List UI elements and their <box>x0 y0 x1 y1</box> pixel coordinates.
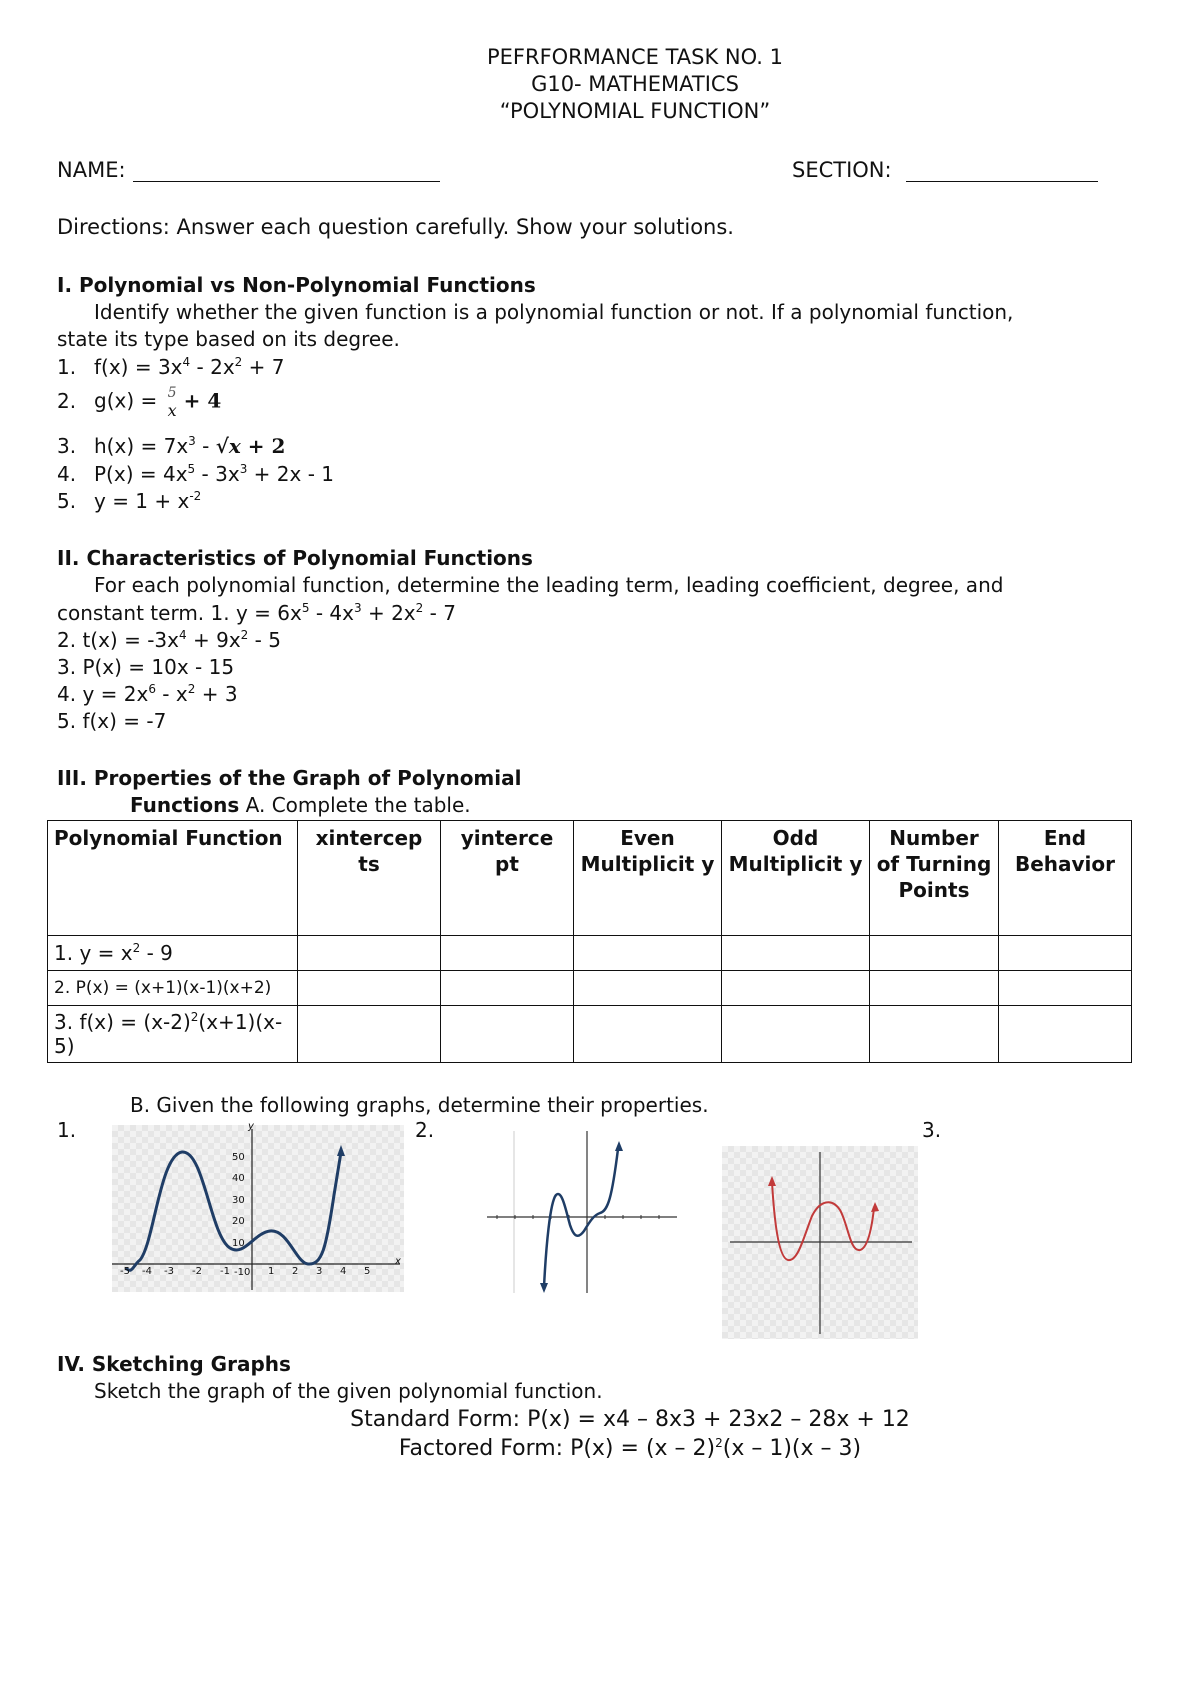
table-cell: 3. $f(x) = (x-2)^2(x+1)(x-5)$ <box>48 1006 298 1063</box>
x-tick: -3 <box>164 1266 174 1277</box>
table-cell[interactable] <box>999 936 1132 971</box>
part2-item: 4. $y = 2x^6 - x^2 + 3$ <box>57 682 238 706</box>
directions: Directions: Answer each question carefully. Show your solutions. <box>57 215 734 239</box>
doc-title: PEFRFORMANCE TASK NO. 1 <box>486 45 784 69</box>
graph-2 <box>482 1127 682 1297</box>
x-tick: 3 <box>316 1266 323 1277</box>
graph-3 <box>722 1146 918 1339</box>
factored-form: Factored Form: P(x) = (x – 2)$^2$(x – 1)(x – 3) <box>398 1436 862 1461</box>
part2-instruction-1: For each polynomial function, determine the leading term, leading coefficient, degree, and <box>94 573 1004 597</box>
x-tick: 5 <box>364 1266 371 1277</box>
part1-instruction-2: state its type based on its degree. <box>57 327 400 351</box>
fraction: 5 x <box>167 385 177 420</box>
graph-1-x-label: x <box>395 1256 401 1267</box>
table-cell[interactable] <box>999 1006 1132 1063</box>
y-tick: -10 <box>234 1267 251 1278</box>
x-tick: 2 <box>292 1266 299 1277</box>
graph-label-3: 3. <box>922 1118 942 1142</box>
table-cell[interactable] <box>441 971 574 1006</box>
table-cell[interactable] <box>999 971 1132 1006</box>
x-tick: -5 <box>120 1266 130 1277</box>
y-tick: 40 <box>232 1173 245 1184</box>
sqrt-symbol: √x <box>215 434 241 458</box>
table-row <box>48 1006 1132 1063</box>
table-header: yinterce pt <box>441 821 574 936</box>
doc-subject: G10- MATHEMATICS <box>531 72 739 96</box>
table-cell[interactable] <box>722 1006 870 1063</box>
arrow-head <box>540 1283 548 1293</box>
y-tick: 10 <box>232 1238 245 1249</box>
part4-instruction: Sketch the graph of the given polynomial function. <box>94 1379 603 1403</box>
table-cell: 2. P(x) = (x+1)(x-1)(x+2) <box>48 971 298 1006</box>
table-header: xintercep ts <box>298 821 441 936</box>
table-header: Odd Multiplicit y <box>722 821 870 936</box>
arrow-head <box>615 1141 623 1151</box>
section-blank[interactable] <box>906 181 1098 182</box>
x-tick: 1 <box>268 1266 275 1277</box>
table-cell[interactable] <box>574 936 722 971</box>
y-tick: 30 <box>232 1195 245 1206</box>
table-cell[interactable] <box>722 971 870 1006</box>
table-cell[interactable] <box>298 971 441 1006</box>
part1-item: 5. $y = 1 + x^{-2}$ <box>57 489 202 513</box>
table-cell[interactable] <box>574 1006 722 1063</box>
graph-label-1: 1. <box>57 1118 77 1142</box>
table-row <box>48 936 1132 971</box>
part1-heading: I. Polynomial vs Non-Polynomial Functions <box>57 273 536 297</box>
name-label: NAME: <box>57 158 126 182</box>
table-cell[interactable] <box>298 1006 441 1063</box>
x-tick: -2 <box>192 1266 202 1277</box>
graph-label-2: 2. <box>415 1118 435 1142</box>
y-tick: 20 <box>232 1216 245 1227</box>
arrow-head <box>768 1176 776 1186</box>
part2-item: 3. P(x) = 10x - 15 <box>57 655 235 679</box>
part3-subB: B. Given the following graphs, determine their properties. <box>130 1093 709 1117</box>
arrow-head <box>337 1145 345 1156</box>
arrow-head <box>871 1202 879 1212</box>
table-cell: 1. $y = x^2 - 9$ <box>48 936 298 971</box>
graph-3-curve <box>772 1182 874 1260</box>
y-tick: 50 <box>232 1152 245 1163</box>
part2-item: 5. f(x) = -7 <box>57 709 167 733</box>
part1-item: 4. $P(x) = 4x^5 - 3x^3 + 2x - 1$ <box>57 462 335 486</box>
graph-1-y-label: y <box>248 1121 254 1132</box>
graph-1-curve <box>126 1152 341 1270</box>
part1-item: 3. $h(x) = 7x^3 - √x + 2$ <box>57 434 286 458</box>
x-tick: -4 <box>142 1266 152 1277</box>
table-cell[interactable] <box>574 971 722 1006</box>
part1-item: 1. $f(x) = 3x^4 - 2x^2 + 7$ <box>57 355 285 379</box>
part3-subheading: Functions A. Complete the table. <box>130 793 471 817</box>
table-cell[interactable] <box>298 936 441 971</box>
part1-item: 2. g(x) = 5 x + 4 <box>57 385 222 420</box>
part2-instruction-2: constant term. 1. $y = 6x^5 - 4x^3 + 2x^2 - 7$ <box>57 601 456 625</box>
part1-instruction-1: Identify whether the given function is a polynomial function or not. If a polynomial function, <box>94 300 1014 324</box>
part2-heading: II. Characteristics of Polynomial Functions <box>57 546 533 570</box>
graph-1-svg <box>112 1125 404 1292</box>
table-cell[interactable] <box>870 1006 999 1063</box>
table-header: Polynomial Function <box>48 821 298 936</box>
table-row <box>48 971 1132 1006</box>
graph-2-svg <box>482 1127 682 1297</box>
part4-heading: IV. Sketching Graphs <box>57 1352 291 1376</box>
table-cell[interactable] <box>441 1006 574 1063</box>
standard-form: Standard Form: P(x) = x4 – 8x3 + 23x2 – 28x + 12 <box>350 1407 910 1432</box>
name-blank[interactable] <box>133 181 440 182</box>
part2-item: 2. $t(x) = -3x^4 + 9x^2 - 5$ <box>57 628 281 652</box>
table-cell[interactable] <box>722 936 870 971</box>
graph-3-svg <box>722 1146 918 1339</box>
table-header: Number of Turning Points <box>870 821 999 936</box>
table-header: Even Multiplicit y <box>574 821 722 936</box>
doc-topic: “POLYNOMIAL FUNCTION” <box>499 99 771 123</box>
x-tick: -1 <box>220 1266 230 1277</box>
table-cell[interactable] <box>870 936 999 971</box>
x-tick: 4 <box>340 1266 347 1277</box>
table-cell[interactable] <box>870 971 999 1006</box>
properties-table <box>47 820 1132 1063</box>
part3-heading: III. Properties of the Graph of Polynomial <box>57 766 522 790</box>
table-header: End Behavior <box>999 821 1132 936</box>
table-cell[interactable] <box>441 936 574 971</box>
section-label: SECTION: <box>792 158 892 182</box>
graph-2-curve <box>544 1149 618 1287</box>
graph-1 <box>112 1121 404 1292</box>
